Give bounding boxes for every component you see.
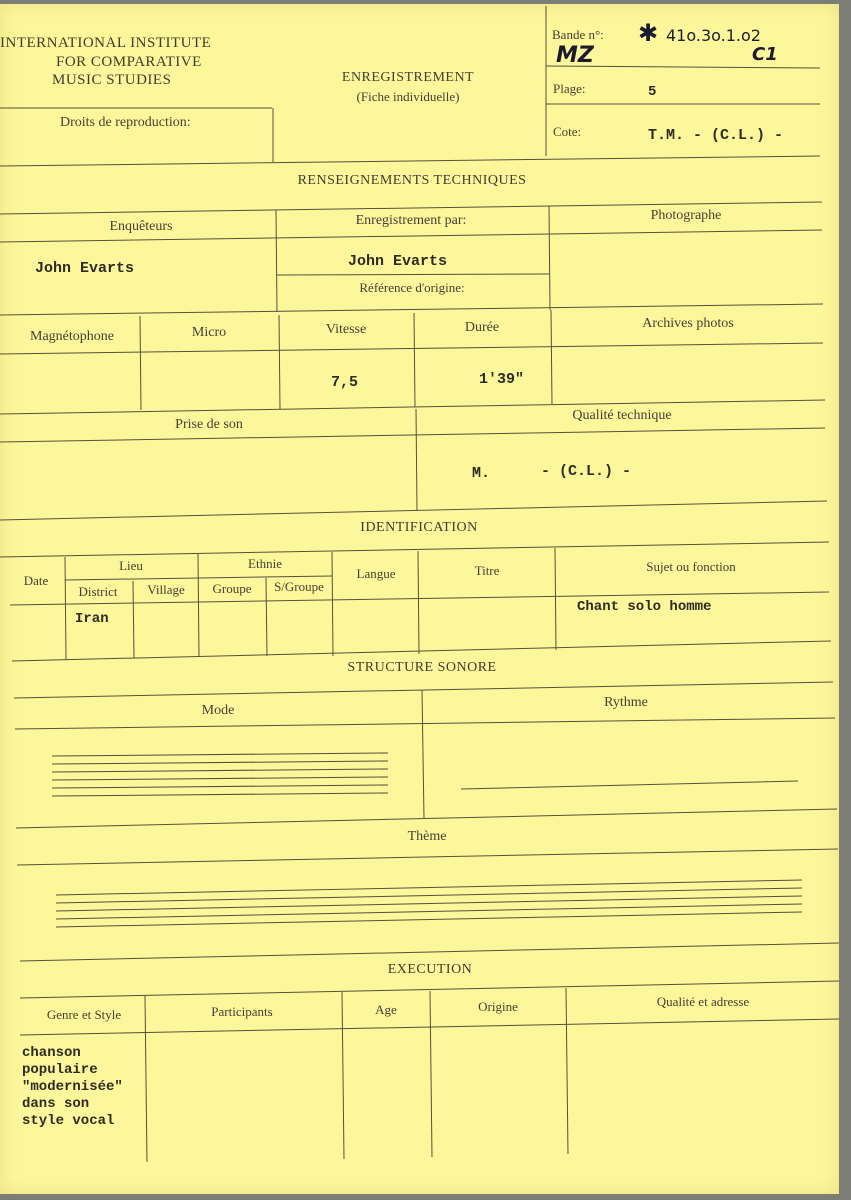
form-title: ENREGISTREMENT: [341, 70, 475, 85]
district-label: District: [78, 584, 118, 599]
section-title-structure: STRUCTURE SONORE: [347, 660, 497, 675]
rythme-label: Rythme: [604, 695, 648, 710]
genre-value: chanson populaire "modernisée" dans son style vocal: [22, 1045, 123, 1129]
groupe-label: Groupe: [212, 581, 252, 596]
participants-label: Participants: [211, 1004, 273, 1019]
section-title-identification: IDENTIFICATION: [360, 520, 478, 535]
enqueteurs-value: John Evarts: [35, 260, 135, 277]
rights-label: Droits de reproduction:: [60, 115, 191, 130]
archives-label: Archives photos: [642, 316, 734, 331]
langue-label: Langue: [356, 566, 396, 581]
enregistrement-label: Enregistrement par:: [355, 213, 467, 228]
genre-label: Genre et Style: [46, 1007, 122, 1022]
district-value: Iran: [75, 611, 109, 627]
qualite-adresse-label: Qualité et adresse: [656, 994, 750, 1009]
date-label: Date: [23, 573, 49, 588]
bande-label: Bande n°:: [552, 27, 604, 42]
section-title-technical: RENSEIGNEMENTS TECHNIQUES: [297, 173, 527, 188]
sgroupe-label: S/Groupe: [274, 579, 324, 594]
section-title-execution: EXECUTION: [387, 962, 473, 977]
duree-value: 1'39": [479, 371, 525, 388]
vitesse-value: 7,5: [331, 374, 359, 391]
photographe-label: Photographe: [650, 208, 722, 223]
qualite-value-b: - (C.L.) -: [541, 463, 632, 480]
vitesse-label: Vitesse: [325, 322, 367, 337]
bande-code-right: C1: [752, 44, 778, 65]
qualite-label: Qualité technique: [572, 408, 672, 423]
titre-label: Titre: [474, 563, 500, 578]
recording-card: [0, 4, 839, 1194]
age-label: Age: [375, 1002, 397, 1017]
form-subtitle: (Fiche individuelle): [356, 89, 460, 104]
qualite-value-a: M.: [472, 465, 491, 482]
reference-label: Référence d'origine:: [359, 280, 465, 295]
plage-label: Plage:: [553, 81, 586, 96]
asterisk-mark: ✱: [638, 19, 659, 47]
plage-value: 5: [648, 84, 657, 100]
ethnie-label: Ethnie: [248, 556, 282, 571]
village-label: Village: [147, 582, 185, 597]
institute-name-line1: INTERNATIONAL INSTITUTE: [0, 35, 212, 51]
institute-name-line3: MUSIC STUDIES: [52, 72, 172, 88]
duree-label: Durée: [464, 320, 500, 335]
origine-label: Origine: [478, 999, 518, 1014]
theme-label: Thème: [407, 829, 447, 844]
prise-label: Prise de son: [175, 417, 243, 432]
sujet-value: Chant solo homme: [577, 599, 712, 615]
mode-label: Mode: [201, 703, 235, 718]
sujet-label: Sujet ou fonction: [646, 559, 736, 574]
institute-name-line2: FOR COMPARATIVE: [56, 54, 202, 70]
magnetophone-label: Magnétophone: [30, 329, 114, 344]
cote-label: Cote:: [553, 124, 582, 139]
enqueteurs-label: Enquêteurs: [109, 219, 173, 234]
enregistrement-value: John Evarts: [348, 253, 448, 270]
lieu-label: Lieu: [119, 558, 143, 573]
cote-value: T.M. - (C.L.) -: [648, 127, 784, 144]
bande-code-left: MZ: [556, 43, 594, 68]
micro-label: Micro: [191, 325, 227, 340]
bande-number: 41o.3o.1.o2: [666, 26, 761, 45]
